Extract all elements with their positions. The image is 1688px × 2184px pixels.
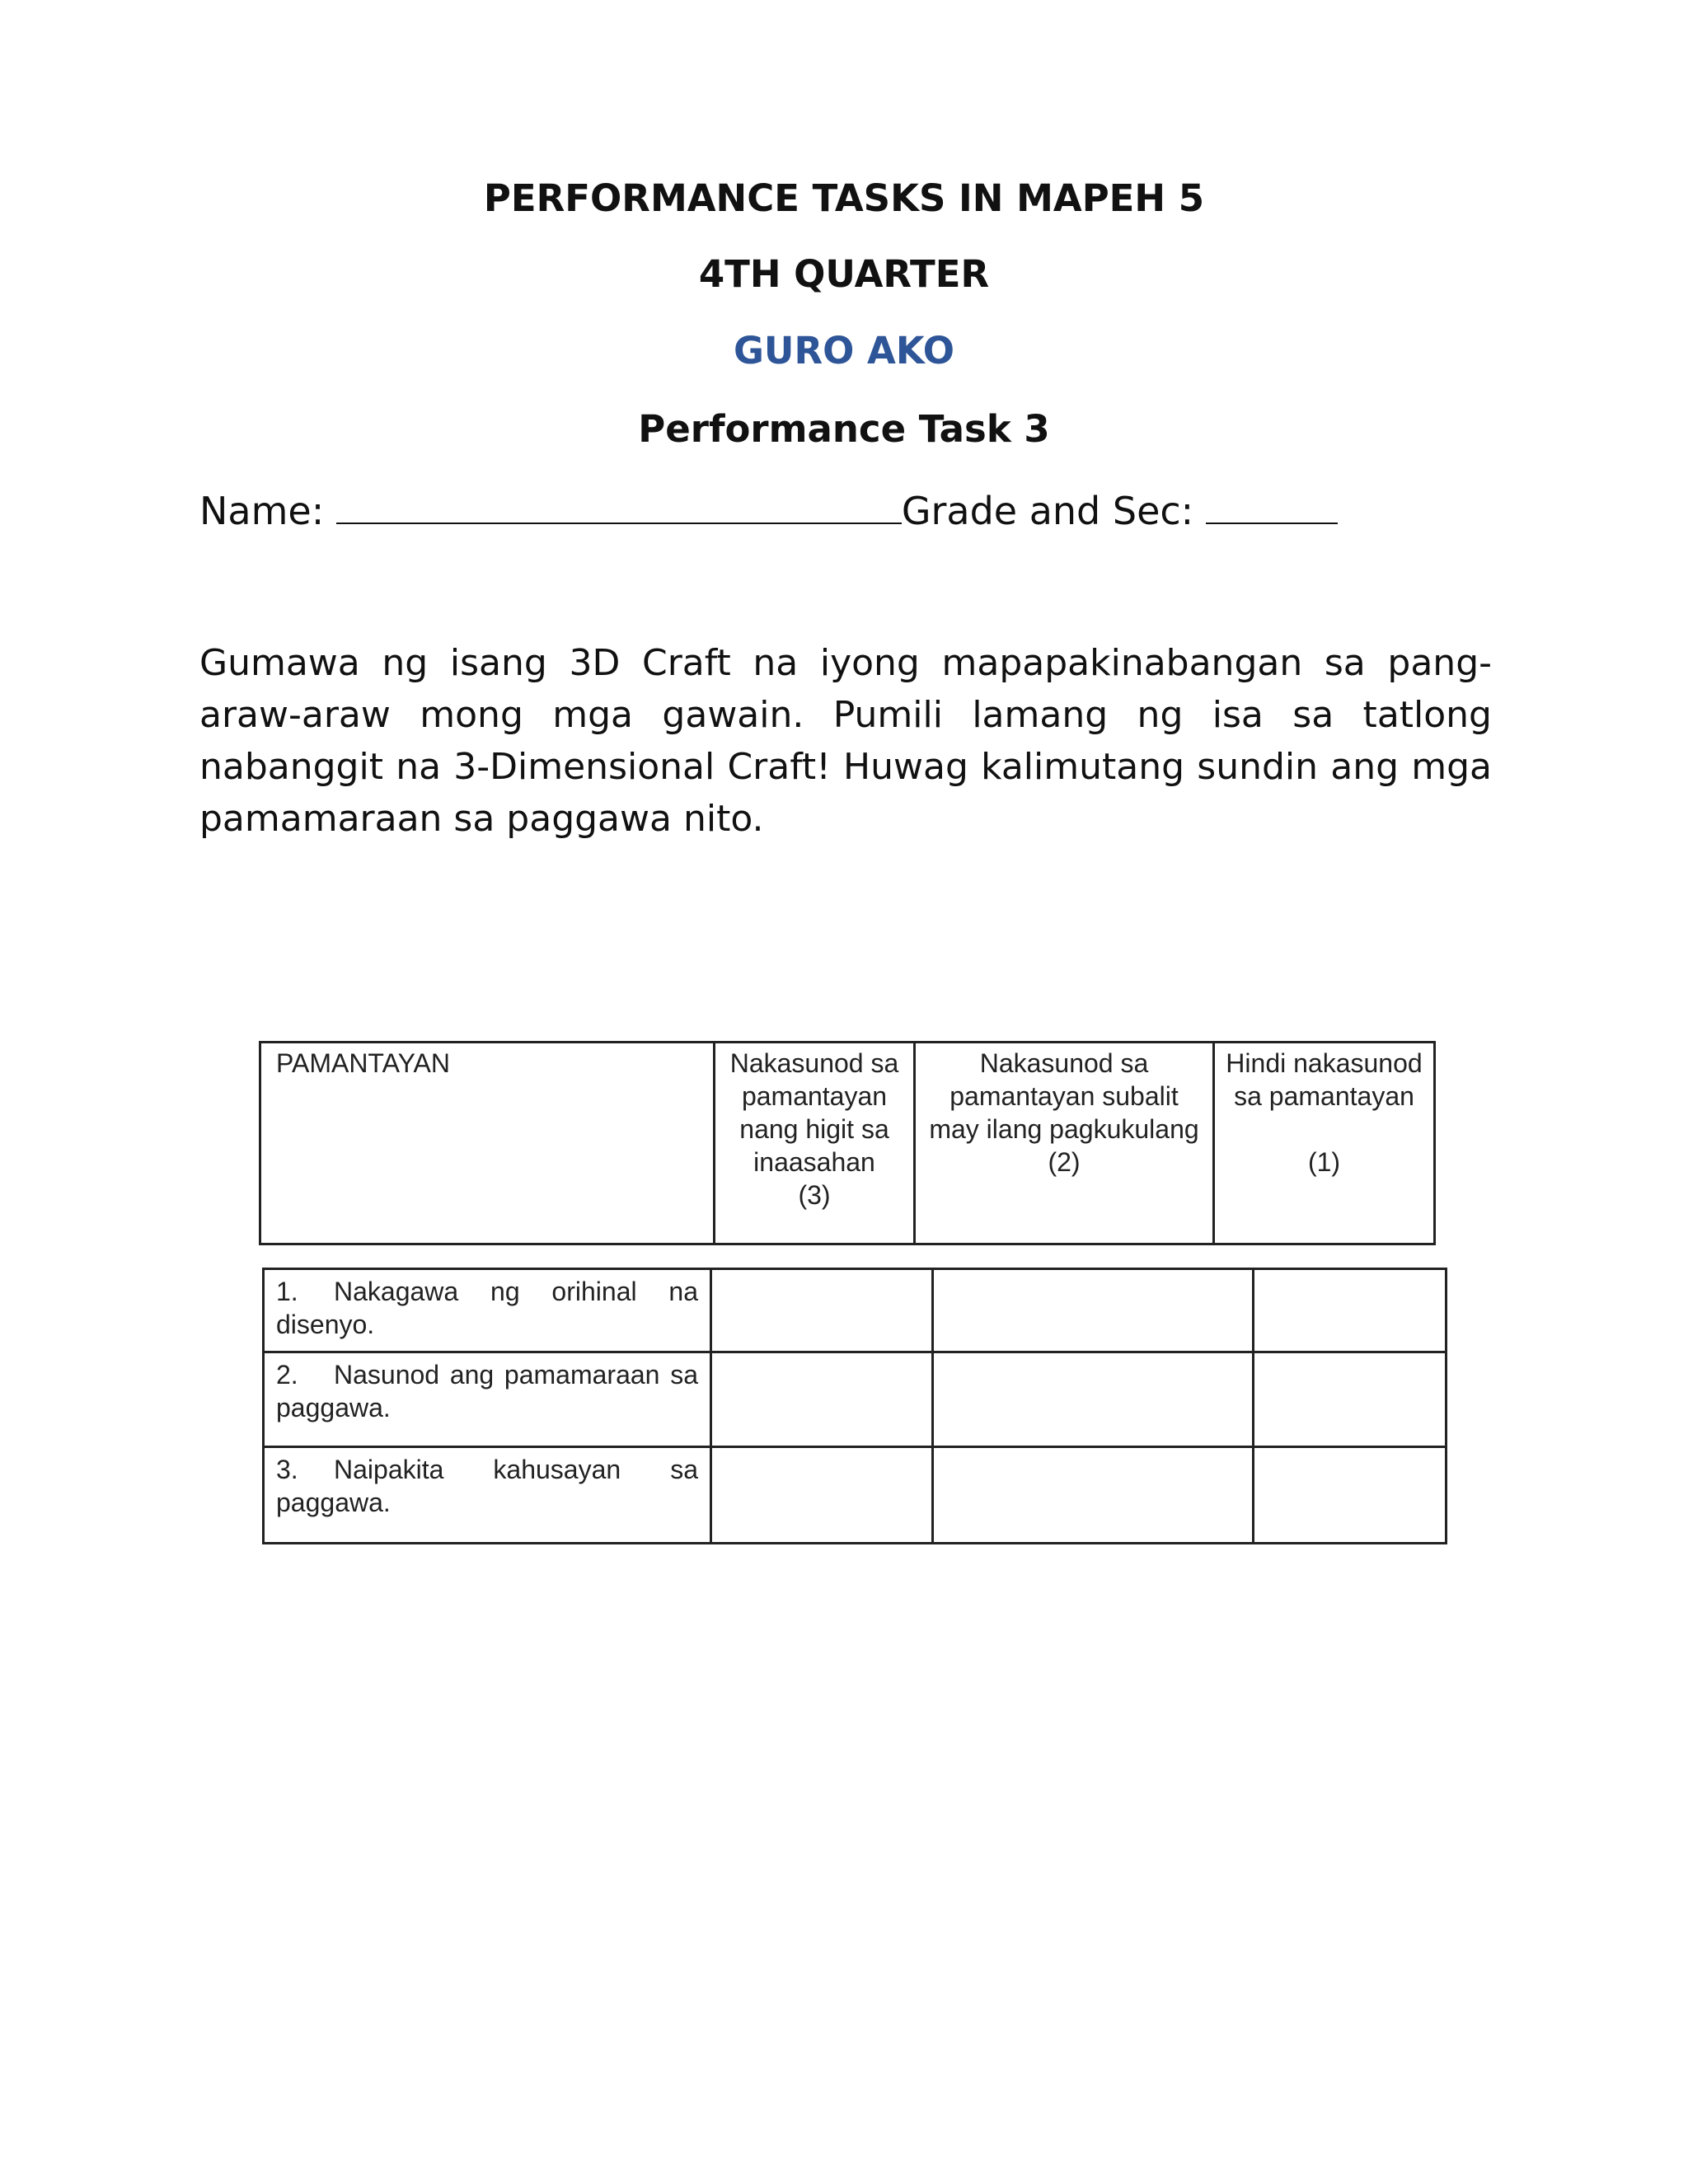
- name-label: Name:: [199, 489, 325, 533]
- name-grade-line: [199, 483, 1338, 533]
- score-cell-3[interactable]: [711, 1447, 933, 1544]
- score-cell-2[interactable]: [933, 1352, 1254, 1447]
- header-score-2: (2): [1048, 1147, 1081, 1177]
- header-score-3: (3): [798, 1180, 831, 1210]
- criteria-number: 2.: [276, 1360, 298, 1390]
- score-cell-3[interactable]: [711, 1269, 933, 1352]
- header-label-score-2: Nakasunod sa pamantayan subalit may ilang pagkukulang: [929, 1048, 1199, 1144]
- instructions-paragraph: Gumawa ng isang 3D Craft na iyong mapapakinabangan sa pang-araw-araw mong mga gawain. Pumili lamang ng isa sa tatlong nabanggit na 3-Dimensional Craft! Huwag kalimutang sundin ang mga pamamaraan sa paggawa nito.: [199, 642, 1492, 840]
- rubric-body-table: [262, 1268, 1447, 1544]
- criteria-number: 1.: [276, 1277, 298, 1306]
- criteria-text: Nasunod ang pamamaraan sa paggawa.: [276, 1360, 698, 1422]
- score-cell-1[interactable]: [1254, 1352, 1447, 1447]
- quarter-heading: 4TH QUARTER: [698, 252, 990, 296]
- score-cell-1[interactable]: [1254, 1447, 1447, 1544]
- rubric-header-row: [260, 1043, 1435, 1244]
- score-cell-3[interactable]: [711, 1352, 933, 1447]
- header-cell-score-2: [915, 1043, 1214, 1244]
- criteria-text: Naipakita kahusayan sa paggawa.: [276, 1455, 698, 1517]
- header-label-score-1: Hindi nakasunod sa pamantayan: [1226, 1048, 1423, 1111]
- grade-blank[interactable]: [1206, 483, 1338, 524]
- header-label-score-3: Nakasunod sa pamantayan nang higit sa inaasahan: [729, 1048, 899, 1177]
- rubric-row: [264, 1269, 1447, 1352]
- header-cell-score-3: [715, 1043, 915, 1244]
- header-cell-score-1: [1214, 1043, 1435, 1244]
- grade-label: Grade and Sec:: [901, 489, 1194, 533]
- criteria-number: 3.: [276, 1455, 298, 1484]
- header-score-1: (1): [1307, 1147, 1341, 1177]
- header-cell-criteria: [260, 1043, 715, 1244]
- rubric-row: [264, 1447, 1447, 1544]
- author-heading: GURO AKO: [734, 329, 954, 373]
- task-heading: Performance Task 3: [638, 407, 1050, 451]
- rubric-header-table: [259, 1041, 1436, 1245]
- score-cell-1[interactable]: [1254, 1269, 1447, 1352]
- criteria-text: Nakagawa ng orihinal na disenyo.: [276, 1277, 698, 1339]
- score-cell-2[interactable]: [933, 1447, 1254, 1544]
- rubric-row: [264, 1352, 1447, 1447]
- header-label-criteria: PAMANTAYAN: [276, 1048, 450, 1078]
- document-title: PERFORMANCE TASKS IN MAPEH 5: [483, 176, 1205, 220]
- score-cell-2[interactable]: [933, 1269, 1254, 1352]
- criteria-cell: [264, 1352, 711, 1447]
- criteria-cell: [264, 1269, 711, 1352]
- criteria-cell: [264, 1447, 711, 1544]
- name-blank[interactable]: [336, 483, 902, 524]
